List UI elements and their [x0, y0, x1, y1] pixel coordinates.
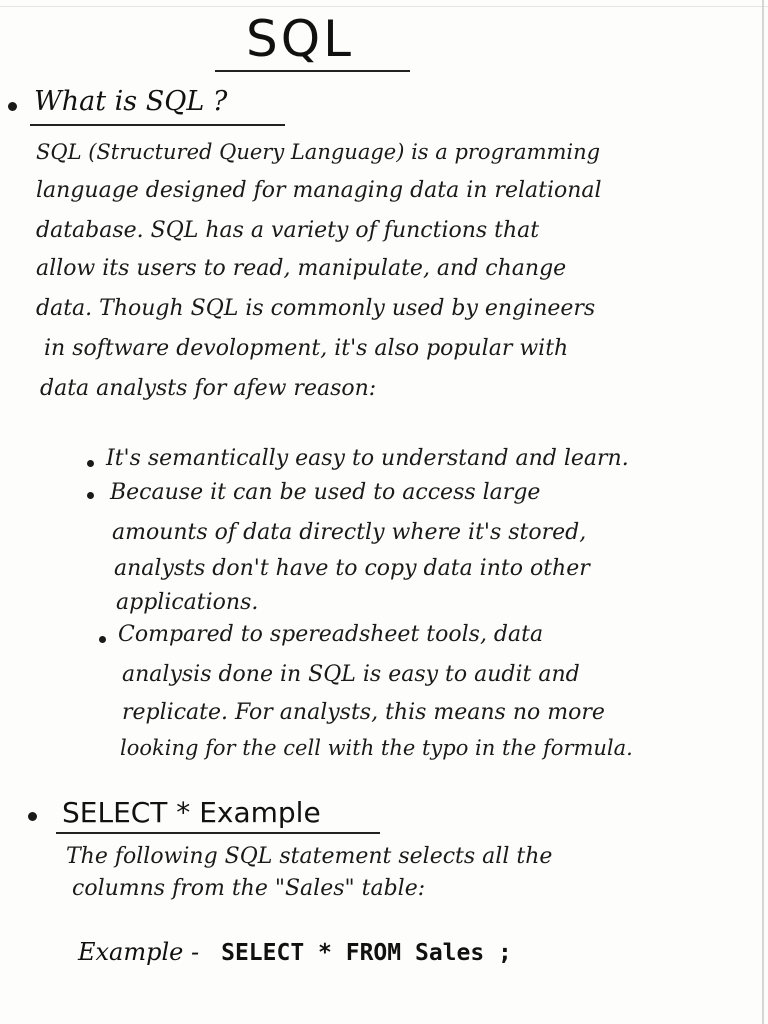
title-underline — [215, 70, 410, 72]
list-item-line: applications. — [116, 590, 259, 615]
paragraph-line: SQL (Structured Query Language) is a programming — [36, 140, 601, 164]
page-right-edge — [762, 0, 764, 1024]
paragraph-line: language designed for managing data in relational — [36, 178, 602, 203]
section2-bullet — [28, 812, 37, 821]
paragraph-line: The following SQL statement selects all the — [66, 844, 553, 869]
example-statement — [78, 938, 512, 966]
list-item-line: replicate. For analysts, this means no more — [122, 700, 605, 725]
example-code: SELECT * FROM Sales ; — [221, 940, 512, 966]
section2-heading: SELECT * Example — [62, 796, 321, 829]
paragraph-line: data. Though SQL is commonly used by engineers — [36, 296, 596, 321]
list-item-line: looking for the cell with the typo in the formula. — [120, 736, 633, 760]
list-item-line: Because it can be used to access large — [110, 480, 541, 505]
example-label: Example - — [78, 938, 200, 966]
list-bullet — [99, 636, 106, 643]
paragraph-line: data analysts for afew reason: — [40, 376, 377, 401]
list-item-line: analysts don't have to copy data into other — [114, 556, 590, 581]
page-title: SQL — [246, 10, 354, 68]
list-bullet — [87, 460, 94, 467]
list-item-line: It's semantically easy to understand and learn. — [106, 446, 629, 471]
section1-heading: What is SQL ? — [34, 86, 228, 117]
paragraph-line: allow its users to read, manipulate, and change — [36, 256, 567, 281]
list-item-line: analysis done in SQL is easy to audit and — [122, 662, 580, 687]
paragraph-line: columns from the "Sales" table: — [72, 876, 426, 901]
list-item-line: Compared to spereadsheet tools, data — [118, 622, 544, 647]
section1-heading-underline — [30, 124, 285, 126]
section2-heading-underline — [56, 832, 380, 834]
paragraph-line: in software devolopment, it's also popular with — [44, 336, 569, 361]
list-bullet — [87, 492, 94, 499]
list-item-line: amounts of data directly where it's stored, — [112, 520, 587, 545]
page-top-edge — [0, 6, 768, 7]
paragraph-line: database. SQL has a variety of functions that — [36, 218, 540, 243]
section1-bullet — [8, 102, 17, 111]
